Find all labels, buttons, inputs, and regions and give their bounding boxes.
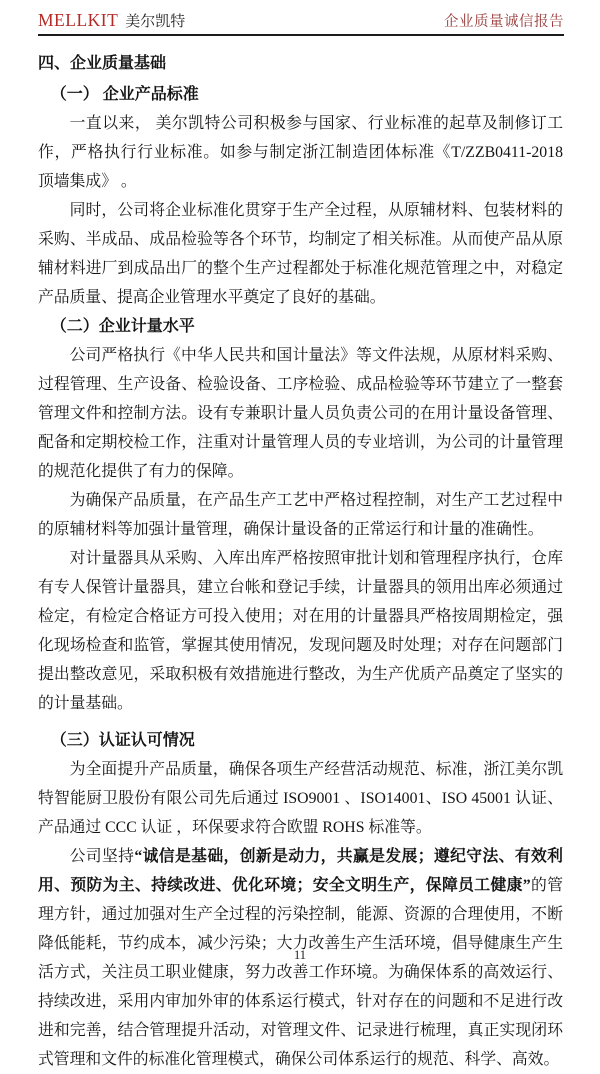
page-number: 11 <box>293 948 307 962</box>
paragraph: 一直以来， 美尔凯特公司积极参与国家、行业标准的起草及制修订工作，严格执行行业标准。如参与制定浙江制造团体标准《T/ZZB0411-2018 顶墙集成》 。 <box>38 115 579 190</box>
section-heading-product-standards: （一） 企业产品标准 <box>50 86 199 103</box>
brand-logo-chinese: 美尔凯特 <box>125 14 186 30</box>
section-heading-metrology: （二）企业计量水平 <box>50 318 195 335</box>
brand-logo <box>38 10 185 31</box>
section-heading-certification: （三）认证认可情况 <box>50 732 195 749</box>
paragraph: 同时，公司将企业标准化贯穿于生产全过程，从原辅材料、包装材料的采购、半成品、成品检验等各个环节，均制定了相关标准。从而使产品从原辅材料进厂到成品出厂的整个生产过程都处于标准化规范管理之中，对稳定产品质量、提高企业管理水平奠定了良好的基础。 <box>38 202 563 306</box>
chapter-heading: 四、企业质量基础 <box>38 55 167 72</box>
paragraph: 为全面提升产品质量，确保各项生产经营活动规范、标准，浙江美尔凯特智能厨卫股份有限公司先后通过 ISO9001 、ISO14001、ISO 45001 认证、产品通过 CCC 认证 ，环保要求符合欧盟 ROHS 标准等。 <box>38 761 563 836</box>
document-title: 企业质量诚信报告 <box>444 14 564 30</box>
paragraph: 为确保产品质量，在产品生产工艺中严格过程控制，对生产工艺过程中的原辅材料等加强计量管理，确保计量设备的正常运行和计量的准确性。 <box>38 492 563 538</box>
paragraph: 公司严格执行《中华人民共和国计量法》等文件法规，从原材料采购、过程管理、生产设备、检验设备、工序检验、成品检验等环节建立了一整套管理文件和控制方法。设有专兼职计量人员负责公司的在用计量设备管理、配备和定期校检工作，注重对计量管理人员的专业培训，为公司的计量管理的规范化提供了有力的保障。 <box>38 347 563 480</box>
policy-quote: “诚信是基础，创新是动力，共赢是发展；遵纪守法、有效利用、预防为主、持续改进、优化环境；安全文明生产，保障员工健康” <box>38 848 563 894</box>
brand-logo-latin: MELLKIT <box>38 10 119 30</box>
paragraph: 对计量器具从采购、入库出库严格按照审批计划和管理程序执行，仓库有专人保管计量器具，建立台帐和登记手续，计量器具的领用出库必须通过检定，有检定合格证方可投入使用；对在用的计量器具严格按周期检定，强化现场检查和监管，掌握其使用情况，发现问题及时处理；对存在问题部门提出整改意见，采取积极有效措施进行整改，为生产优质产品奠定了坚实的的计量基础。 <box>38 550 563 712</box>
document-body <box>38 33 579 1074</box>
policy-prefix: 公司坚持 <box>69 848 135 865</box>
policy-suffix: 的管理方针，通过加强对生产全过程的污染控制，能源、资源的合理使用，不断降低能耗，节约成本，减少污染；大力改善生产生活环境，倡导健康生产生活方式，关注员工职业健康，努力改善工作环境。为确保体系的高效运行、持续改进，采用内审加外审的体系运行模式，针对存在的问题和不足进行改进和完善，结合管理提升活动，对管理文件、记录进行梳理，真正实现闭环式管理和文件的标准化管理模式，确保公司体系运行的规范、科学、高效。 <box>38 877 563 1068</box>
